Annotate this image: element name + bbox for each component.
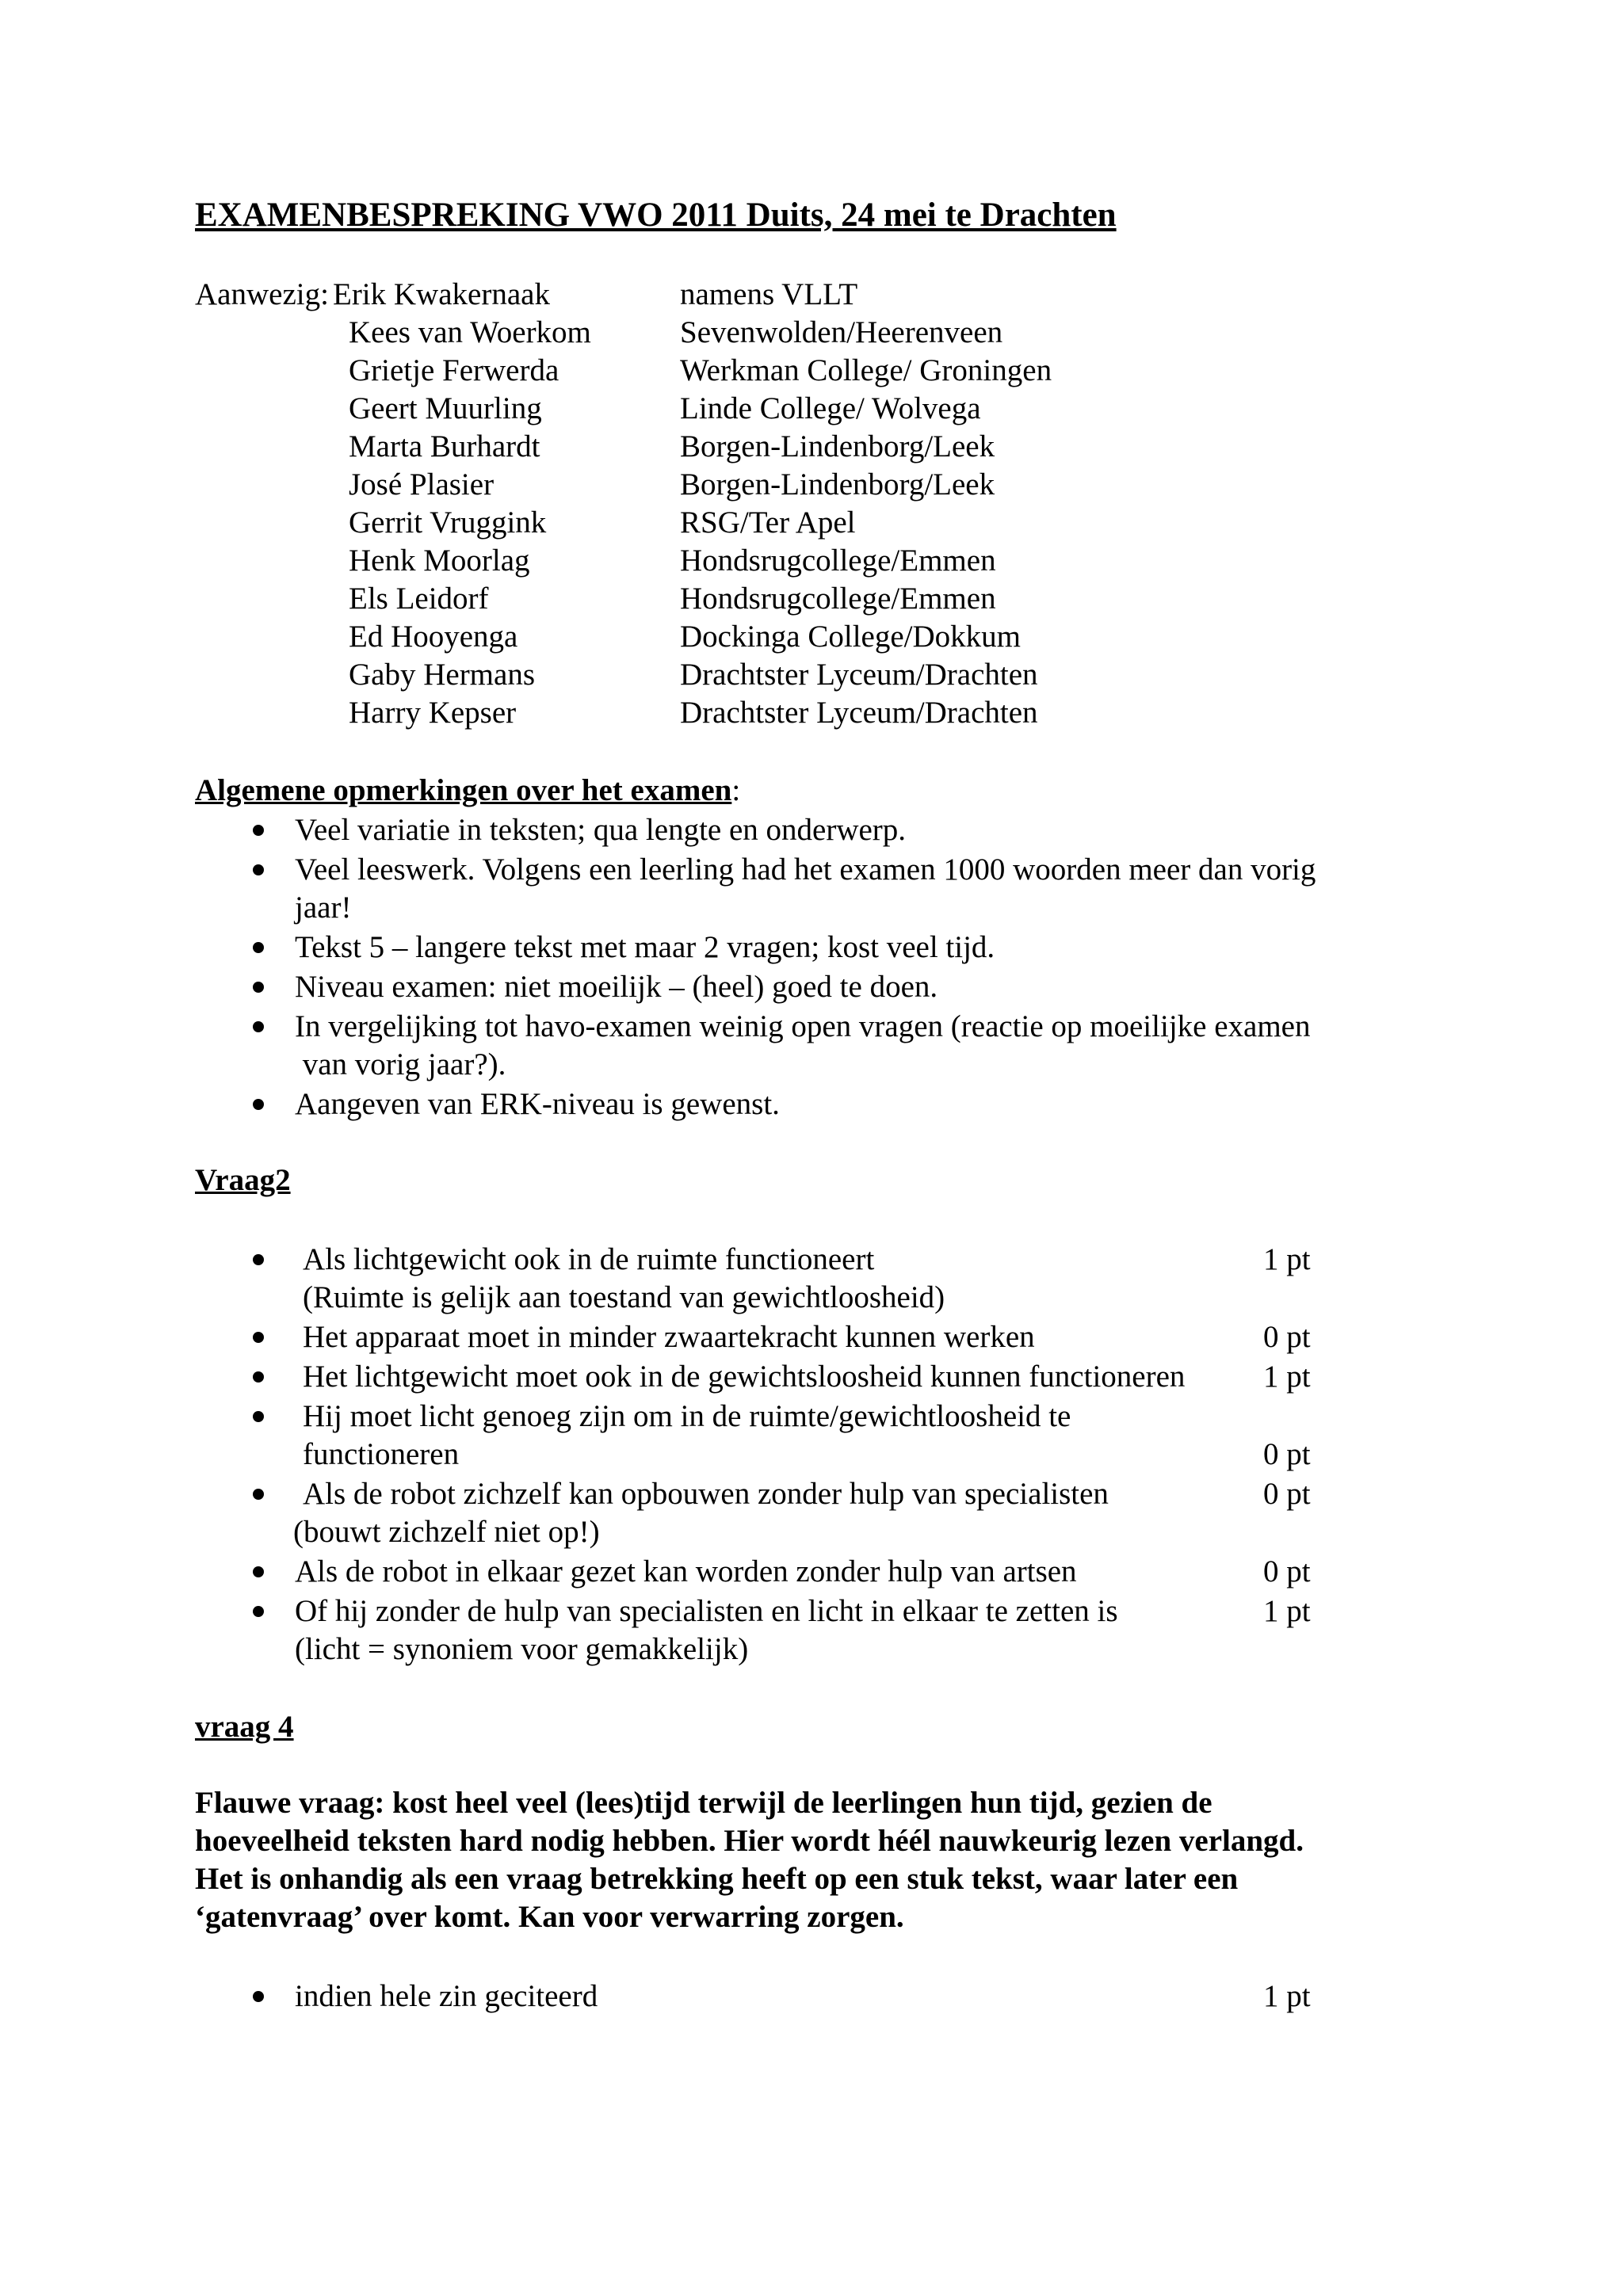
vraag2-item: Als lichtgewicht ook in de ruimte functioneert	[303, 1242, 875, 1276]
bullet-icon	[253, 1021, 264, 1032]
bullet-icon	[253, 1411, 264, 1422]
attendee-name: Marta Burhardt	[349, 429, 540, 463]
points-value: 0 pt	[1263, 1554, 1311, 1589]
general-item: Aangeven van ERK-niveau is gewenst.	[295, 1087, 780, 1121]
attendee-org: Dockinga College/Dokkum	[680, 620, 1022, 654]
vraag2-item-continuation: functioneren	[303, 1437, 460, 1471]
general-item: In vergelijking tot havo-examen weinig open vragen (reactie op moeilijke examen	[295, 1009, 1311, 1043]
vraag4-heading: vraag 4	[195, 1710, 294, 1744]
attendee-org: Hondsrugcollege/Emmen	[680, 543, 996, 578]
vraag2-item: Hij moet licht genoeg zijn om in de ruimte/gewichtloosheid te	[303, 1399, 1071, 1433]
general-heading: Algemene opmerkingen over het examen	[195, 773, 732, 807]
vraag4-comment-line: ‘gatenvraag’ over komt. Kan voor verwarring zorgen.	[195, 1900, 904, 1934]
attendee-org: Drachtster Lyceum/Drachten	[680, 696, 1038, 730]
attendee-org: Sevenwolden/Heerenveen	[680, 315, 1003, 349]
vraag4-comment-line: Flauwe vraag: kost heel veel (lees)tijd terwijl de leerlingen hun tijd, gezien de	[195, 1786, 1212, 1820]
bullet-icon	[253, 1566, 264, 1577]
attendee-name: Erik Kwakernaak	[333, 277, 550, 311]
vraag2-item: Als de robot in elkaar gezet kan worden zonder hulp van artsen	[295, 1554, 1077, 1589]
attendee-org: Drachtster Lyceum/Drachten	[680, 658, 1038, 692]
bullet-icon	[253, 942, 264, 953]
vraag4-comment-line: Het is onhandig als een vraag betrekking heeft op een stuk tekst, waar later een	[195, 1862, 1239, 1896]
vraag2-heading: Vraag2	[195, 1163, 291, 1197]
points-value: 0 pt	[1263, 1437, 1311, 1471]
bullet-icon	[253, 1254, 264, 1265]
bullet-icon	[253, 982, 264, 993]
general-item-continuation: van vorig jaar?).	[295, 1047, 506, 1081]
attendee-name: Els Leidorf	[349, 582, 489, 616]
general-item: Veel leeswerk. Volgens een leerling had het examen 1000 woorden meer dan vorig	[295, 852, 1316, 887]
attendance-label: Aanwezig:	[195, 277, 329, 311]
general-item-continuation: jaar!	[295, 891, 352, 925]
attendee-name: Grietje Ferwerda	[349, 353, 559, 387]
attendee-name: Henk Moorlag	[349, 543, 530, 578]
points-value: 1 pt	[1263, 1242, 1311, 1276]
attendee-org: namens VLLT	[680, 277, 858, 311]
vraag4-comment-line: hoeveelheid teksten hard nodig hebben. Hier wordt héél nauwkeurig lezen verlangd.	[195, 1824, 1304, 1858]
points-value: 1 pt	[1263, 1594, 1311, 1628]
general-item: Tekst 5 – langere tekst met maar 2 vragen; kost veel tijd.	[295, 930, 995, 964]
bullet-icon	[253, 1371, 264, 1383]
bullet-icon	[253, 1489, 264, 1500]
attendee-org: Borgen-Lindenborg/Leek	[680, 429, 995, 463]
attendee-name: Kees van Woerkom	[349, 315, 591, 349]
bullet-icon	[253, 864, 264, 875]
bullet-icon	[253, 825, 264, 836]
attendee-name: Gerrit Vruggink	[349, 505, 547, 540]
attendee-org: Werkman College/ Groningen	[680, 353, 1052, 387]
attendee-org: Borgen-Lindenborg/Leek	[680, 467, 995, 502]
points-value: 0 pt	[1263, 1320, 1311, 1354]
attendee-org: Linde College/ Wolvega	[680, 391, 981, 425]
attendee-name: Geert Muurling	[349, 391, 542, 425]
vraag2-item-continuation: (Ruimte is gelijk aan toestand van gewichtloosheid)	[303, 1280, 945, 1314]
attendee-name: Ed Hooyenga	[349, 620, 518, 654]
vraag2-item: Het lichtgewicht moet ook in de gewichtsloosheid kunnen functioneren	[303, 1360, 1186, 1394]
attendee-org: RSG/Ter Apel	[680, 505, 856, 540]
document-title: EXAMENBESPREKING VWO 2011 Duits, 24 mei te Drachten	[195, 196, 1117, 234]
bullet-icon	[253, 1099, 264, 1110]
attendee-org: Hondsrugcollege/Emmen	[680, 582, 996, 616]
general-item: Niveau examen: niet moeilijk – (heel) goed te doen.	[295, 970, 938, 1004]
points-value: 0 pt	[1263, 1477, 1311, 1511]
general-heading-colon: :	[731, 773, 741, 807]
vraag2-item: Als de robot zichzelf kan opbouwen zonder hulp van specialisten	[303, 1477, 1109, 1511]
general-heading-line	[195, 772, 740, 810]
vraag2-item-continuation: (licht = synoniem voor gemakkelijk)	[295, 1632, 749, 1666]
general-item: Veel variatie in teksten; qua lengte en onderwerp.	[295, 813, 907, 847]
attendee-name: Harry Kepser	[349, 696, 517, 730]
vraag2-item-continuation: (bouwt zichzelf niet op!)	[293, 1515, 600, 1549]
bullet-icon	[253, 1606, 264, 1617]
vraag2-item: Het apparaat moet in minder zwaartekracht kunnen werken	[303, 1320, 1035, 1354]
attendee-name: Gaby Hermans	[349, 658, 536, 692]
vraag4-item: indien hele zin geciteerd	[295, 1979, 598, 2013]
bullet-icon	[253, 1991, 264, 2002]
points-value: 1 pt	[1263, 1979, 1311, 2013]
points-value: 1 pt	[1263, 1360, 1311, 1394]
attendee-name: José Plasier	[349, 467, 495, 502]
vraag2-item: Of hij zonder de hulp van specialisten en licht in elkaar te zetten is	[295, 1594, 1118, 1628]
bullet-icon	[253, 1332, 264, 1343]
